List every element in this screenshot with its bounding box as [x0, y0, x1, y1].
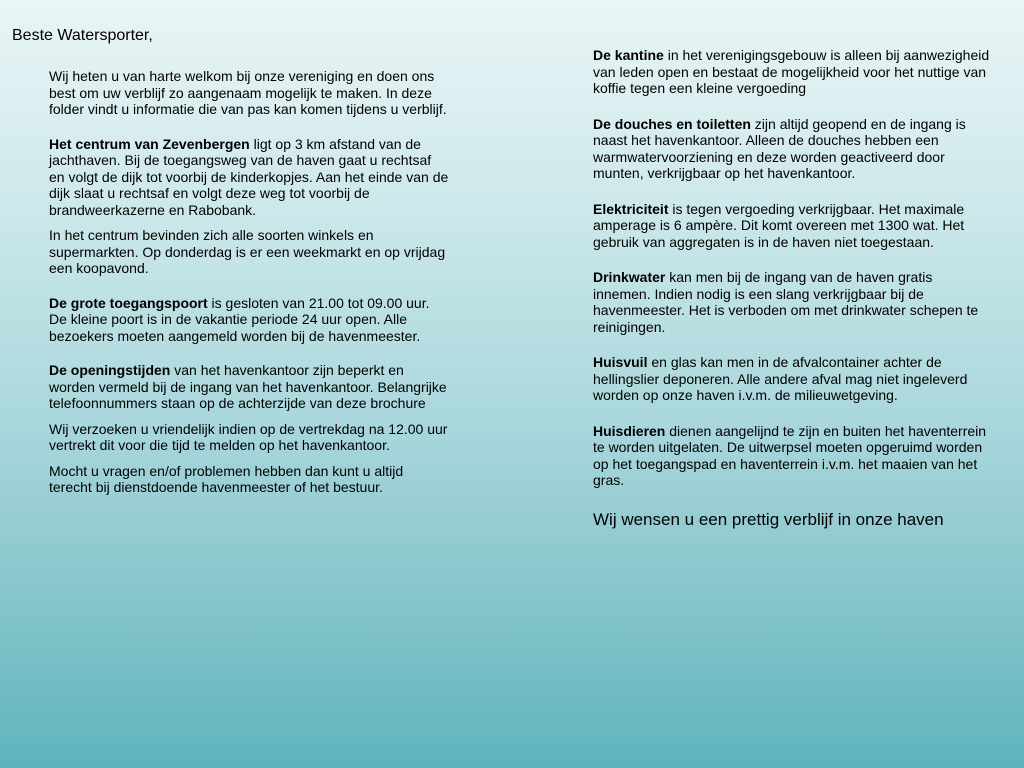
openingstijden-paragraph [49, 362, 449, 412]
huisdieren-paragraph [593, 423, 993, 489]
openingstijden-text: van het havenkantoor zijn beperkt en worden vermeld bij de ingang van het havenkantoor. Belangrijke telefoonnummers staan op de achterzijde van deze brochure [49, 362, 447, 411]
huisdieren-text: dienen aangelijnd te zijn en buiten het haventerrein te worden uitgelaten. De uitwerpsel moeten opgeruimd worden op het toegangspad en haventerrein i.v.m. het maaien van het gras. [593, 422, 987, 488]
winkels-paragraph: In het centrum bevinden zich alle soorten winkels en supermarkten. Op donderdag is er een weekmarkt en op vrijdag een koopavond. [49, 227, 446, 276]
huisvuil-text: en glas kan men in de afvalcontainer achter de hellingslier deponeren. Alle andere afval mag niet ingeleverd worden op onze haven i.v.m. de milieuwetgeving. [593, 354, 968, 403]
intro-paragraph: Wij heten u van harte welkom bij onze vereniging en doen ons best om uw verblijf zo aangenaam mogelijk te maken. In deze folder vindt u informatie die van pas kan komen tijdens u verblijf. [49, 68, 447, 117]
huisdieren-heading: Huisdieren [593, 422, 666, 439]
toegangspoort-heading: De grote toegangspoort [49, 294, 208, 311]
kantine-paragraph [593, 47, 993, 97]
centrum-paragraph [49, 136, 449, 219]
elektriciteit-text: is tegen vergoeding verkrijgbaar. Het maximale amperage is 6 ampère. Dit komt overeen met 1300 wat. Het gebruik van aggregaten is in de haven niet toegestaan. [593, 200, 965, 250]
elektriciteit-heading: Elektriciteit [593, 200, 669, 217]
left-column [49, 68, 449, 496]
centrum-text: ligt op 3 km afstand van de jachthaven. Bij de toegangsweg van de haven gaat u rechtsaf en volgt de dijk tot voorbij de kinderkopjes. Aan het einde van de dijk slaat u rechtsaf en volgt deze weg tot voorbij de brandweerkazerne en Rabobank. [49, 135, 449, 218]
centrum-heading: Het centrum van Zevenbergen [49, 135, 250, 152]
douches-text: zijn altijd geopend en de ingang is naast het havenkantoor. Alleen de douches hebben een warmwatervoorziening en deze worden geactiveerd door munten, verkrijgbaar op het havenkantoor. [593, 115, 966, 181]
vragen-paragraph: Mocht u vragen en/of problemen hebben dan kunt u altijd terecht bij dienstdoende havenmeester of het bestuur. [49, 462, 404, 495]
douches-paragraph [593, 116, 993, 182]
toegangspoort-text: is gesloten van 21.00 tot 09.00 uur. De kleine poort is in de vakantie periode 24 uur open. Alle bezoekers moeten aangemeld worden bij de havenmeester. [49, 294, 430, 344]
drinkwater-paragraph [593, 269, 993, 335]
drinkwater-heading: Drinkwater [593, 269, 666, 285]
vertrek-paragraph: Wij verzoeken u vriendelijk indien op de vertrekdag na 12.00 uur vertrekt dit voor die tijd te melden op het havenkantoor. [49, 420, 448, 453]
huisvuil-heading: Huisvuil [593, 354, 648, 370]
greeting: Beste Watersporter, [12, 27, 153, 44]
toegangspoort-paragraph [49, 295, 449, 345]
right-column [593, 47, 993, 530]
drinkwater-text: kan men bij de ingang van de haven gratis innemen. Indien nodig is een slang verkrijgbaar bij de havenmeester. Het is verboden om met drinkwater schepen te reinigingen. [593, 269, 979, 335]
kantine-heading: De kantine [593, 47, 664, 63]
openingstijden-heading: De openingstijden [49, 362, 171, 378]
huisvuil-paragraph [593, 354, 993, 404]
elektriciteit-paragraph [593, 201, 993, 251]
closing-message: Wij wensen u een prettig verblijf in onze haven [593, 509, 944, 529]
douches-heading: De douches en toiletten [593, 115, 751, 132]
kantine-text: in het verenigingsgebouw is alleen bij aanwezigheid van leden open en bestaat de mogelijkheid voor het nuttige van koffie tegen een kleine vergoeding [593, 47, 990, 96]
